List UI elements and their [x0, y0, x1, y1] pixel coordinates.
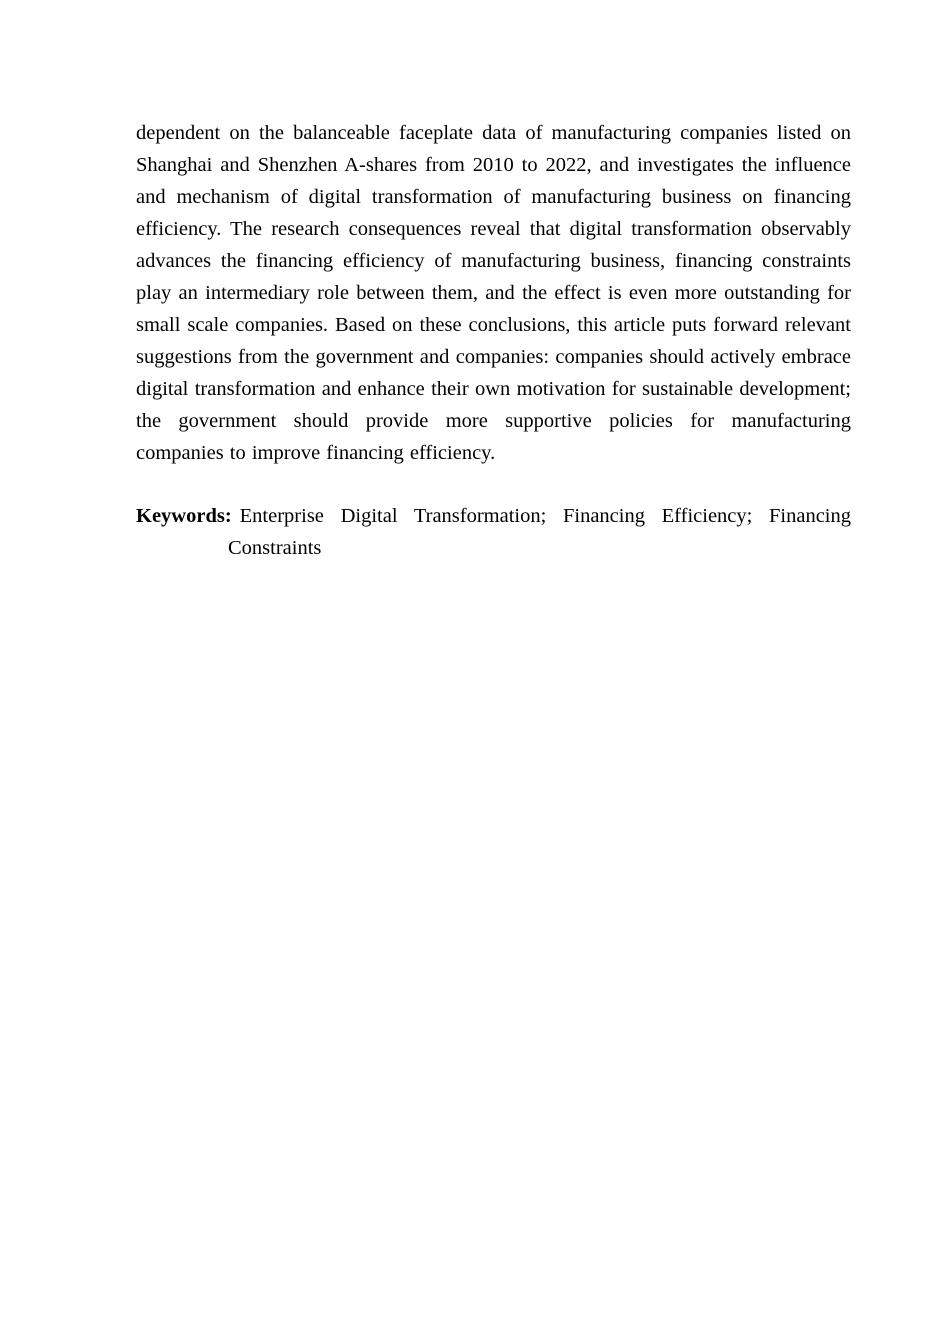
abstract-paragraph: dependent on the balanceable faceplate data of manufacturing companies listed on Shanghai and Shenzhen A-shares from 2010 to 2022, and investigates the influence and mechanism of digital transformation of manufacturing business on financing efficiency. The research consequences reveal that digital transformation observably advances the financing efficiency of manufacturing business, financing constraints play an intermediary role between them, and the effect is even more outstanding for small scale companies. Based on these conclusions, this article puts forward relevant suggestions from the government and companies: companies should actively embrace digital transformation and enhance their own motivation for sustainable development; the government should provide more supportive policies for manufacturing companies to improve financing efficiency.	[136, 122, 851, 464]
page-content	[136, 117, 851, 564]
keywords-separator: :	[224, 505, 232, 527]
keywords-line	[136, 500, 851, 564]
keywords-label: Keywords	[136, 505, 225, 527]
keywords-value: Enterprise Digital Transformation; Financing Efficiency; Financing Constraints	[228, 505, 851, 559]
